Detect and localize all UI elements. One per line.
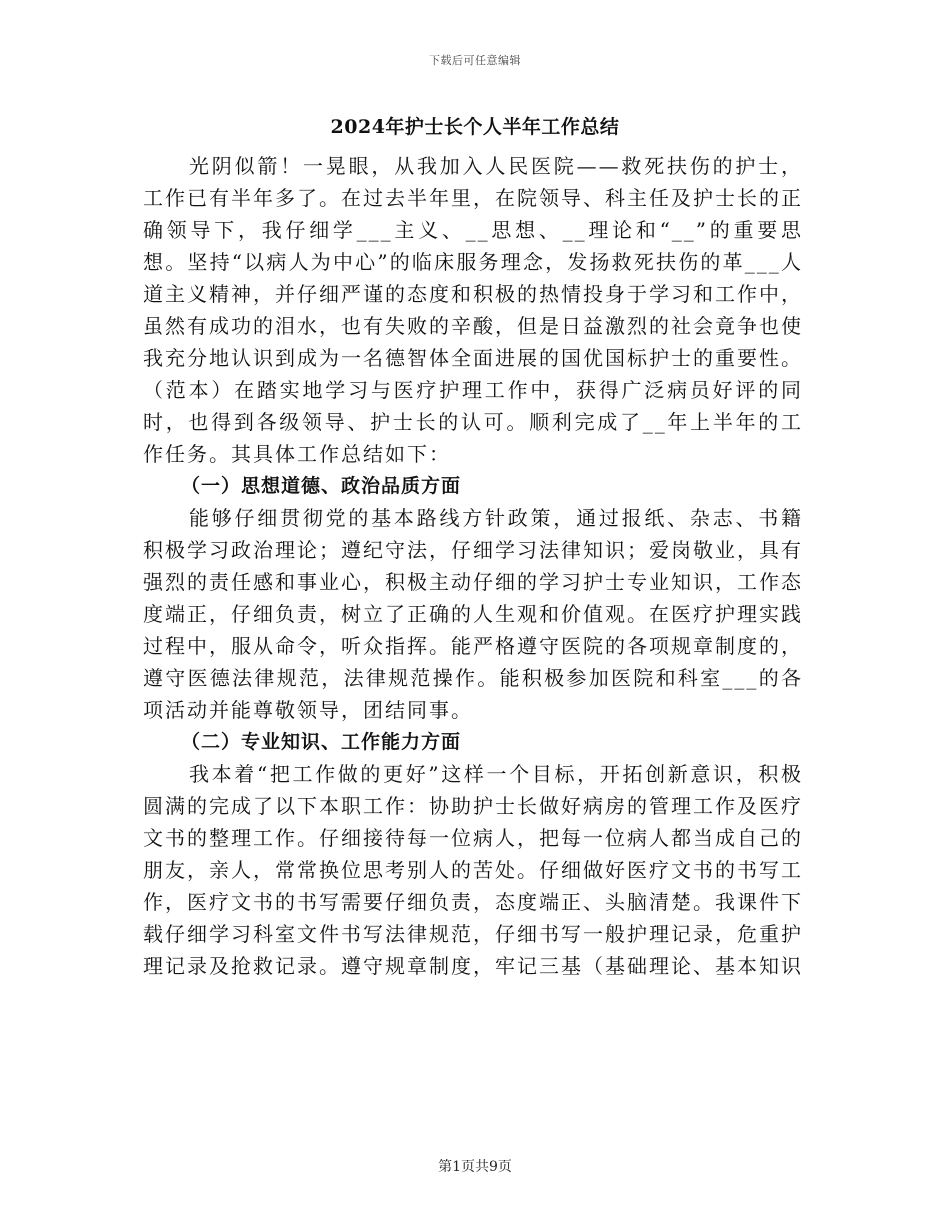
header-note: 下载后可任意编辑 — [429, 54, 521, 67]
document-body — [143, 150, 803, 982]
professional-paragraph: 我本着“把工作做的更好”这样一个目标，开拓创新意识，积极圆满的完成了以下本职工作：协助护士长做好病房的管理工作及医疗文书的整理工作。仔细接待每一位病人，把每一位病人都当成自己的朋友，亲人，常常换位思考别人的苦处。仔细做好医疗文书的书写工作，医疗文书的书写需要仔细负责，态度端正、头脑清楚。我课件下载仔细学习科室文件书写法律规范，仔细书写一般护理记录，危重护理记录及抢救记录。遵守规章制度，牢记三基（基础理论、基本知识 — [143, 762, 803, 978]
section-heading-ideology: （一）思想道德、政治品质方面 — [181, 475, 462, 497]
page-footer: 第1页共9页 — [438, 1159, 512, 1175]
ideology-paragraph: 能够仔细贯彻党的基本路线方针政策，通过报纸、杂志、书籍积极学习政治理论；遵纪守法，仔细学习法律知识；爱岗敬业，具有强烈的责任感和事业心，积极主动仔细的学习护士专业知识，工作态度端正，仔细负责，树立了正确的人生观和价值观。在医疗护理实践过程中，服从命令，听众指挥。能严格遵守医院的各项规章制度的，遵守医德法律规范，法律规范操作。能积极参加医院和科室___的各项活动并能尊敬领导，团结同事。 — [143, 506, 803, 722]
section-heading-professional: （二）专业知识、工作能力方面 — [181, 731, 462, 753]
document-title: 2024年护士长个人半年工作总结 — [330, 116, 620, 138]
intro-paragraph: 光阴似箭！一晃眼，从我加入人民医院——救死扶伤的护士，工作已有半年多了。在过去半年里，在院领导、科主任及护士长的正确领导下，我仔细学___主义、__思想、__理论和“__”的重要思想。坚持“以病人为中心”的临床服务理念，发扬救死扶伤的革___人道主义精神，并仔细严谨的态度和积极的热情投身于学习和工作中，虽然有成功的泪水，也有失败的辛酸，但是日益激烈的社会竟争也使我充分地认识到成为一名德智体全面进展的国优国标护士的重要性。（范本）在踏实地学习与医疗护理工作中，获得广泛病员好评的同时，也得到各级领导、护士长的认可。顺利完成了__年上半年的工作任务。其具体工作总结如下： — [143, 154, 803, 466]
